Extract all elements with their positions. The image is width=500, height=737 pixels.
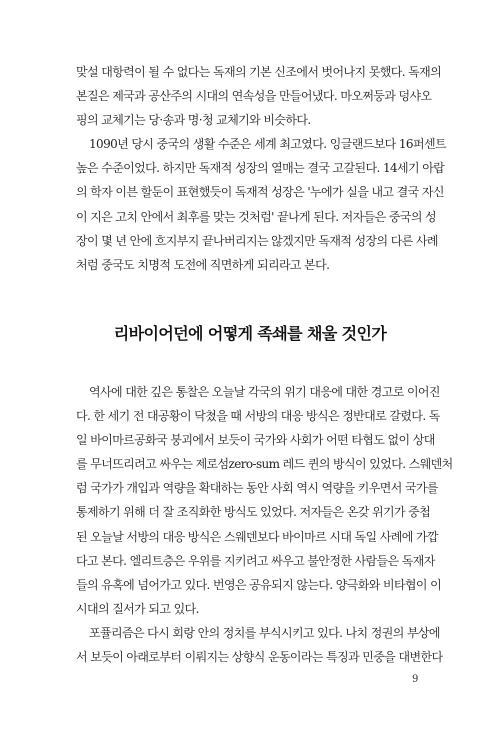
body-line: 본질은 제국과 공산주의 시대의 연속성을 만들어냈다. 마오쩌둥과 덩샤오 [76,89,432,104]
body-line: 다고 본다. 엘리트층은 우위를 지키려고 싸우고 불안정한 사람들은 독재자 [76,553,435,568]
body-line: 처럼 중국도 치명적 도전에 직면하게 되리라고 본다. [76,257,330,272]
body-line: 1090년 당시 중국의 생활 수준은 세계 최고였다. 잉글랜드보다 16퍼센트 [89,137,446,152]
body-line: 역사에 대한 깊은 통찰은 오늘날 각국의 위기 대응에 대한 경고로 이어진 [89,385,440,399]
body-line: 럼 국가가 개입과 역량을 확대하는 동안 사회 역시 역량을 키우면서 국가를 [76,481,438,496]
body-line: 의 학자 이븐 할둔이 표현했듯이 독재적 성장은 '누에가 실을 내고 결국 자신 [76,185,444,200]
body-line: 장이 몇 년 안에 흐지부지 끝나버리지는 않겠지만 독재적 성장의 다른 사례 [76,233,438,248]
body-line: 된 오늘날 서방의 대응 방식은 스웨덴보다 바이마르 시대 독일 사례에 가깝 [76,529,438,544]
body-line: 시대의 질서가 되고 있다. [76,601,199,616]
page-number: 9 [412,674,419,685]
body-line: 핑의 교체기는 당·송과 명·청 교체기와 비슷하다. [76,113,311,128]
body-line: 높은 수준이었다. 하지만 독재적 성장의 열매는 결국 고갈된다. 14세기 아랍 [76,161,445,176]
body-line: 통제하기 위해 더 잘 조직화한 방식도 있었다. 저자들은 온갖 위기가 중첩 [76,505,431,520]
body-line: 서 보듯이 아래로부터 이뤄지는 상향식 운동이라는 특징과 민중을 대변한다 [76,650,443,665]
body-line: 맞설 대항력이 될 수 없다는 독재의 기본 신조에서 벗어나지 못했다. 독재의 [76,65,442,79]
body-line: 이 지은 고치 안에서 최후를 맞는 것처럼' 끝나게 된다. 저자들은 중국의 성 [76,209,437,224]
body-line: 를 무너뜨리려고 싸우는 제로섬zero-sum 레드 퀸의 방식이 있었다. 스웨덴처 [76,457,453,472]
section-2-body [76,380,453,669]
body-line: 일 바이마르공화국 붕괴에서 보듯이 국가와 사회가 어떤 타협도 없이 상대 [76,433,435,448]
section-heading: 리바이어던에 어떻게 족쇄를 채울 것인가 [113,324,387,343]
body-line: 다. 한 세기 전 대공황이 닥쳤을 때 서방의 대응 방식은 정반대로 갈렸다. 독 [76,409,440,424]
body-line: 포퓰리즘은 다시 회랑 안의 정치를 부식시키고 있다. 나치 정권의 부상에 [89,625,440,640]
body-line: 들의 유혹에 넘어가고 있다. 번영은 공유되지 않는다. 양극화와 비타협이 이 [76,577,442,592]
section-1-body [76,60,446,277]
